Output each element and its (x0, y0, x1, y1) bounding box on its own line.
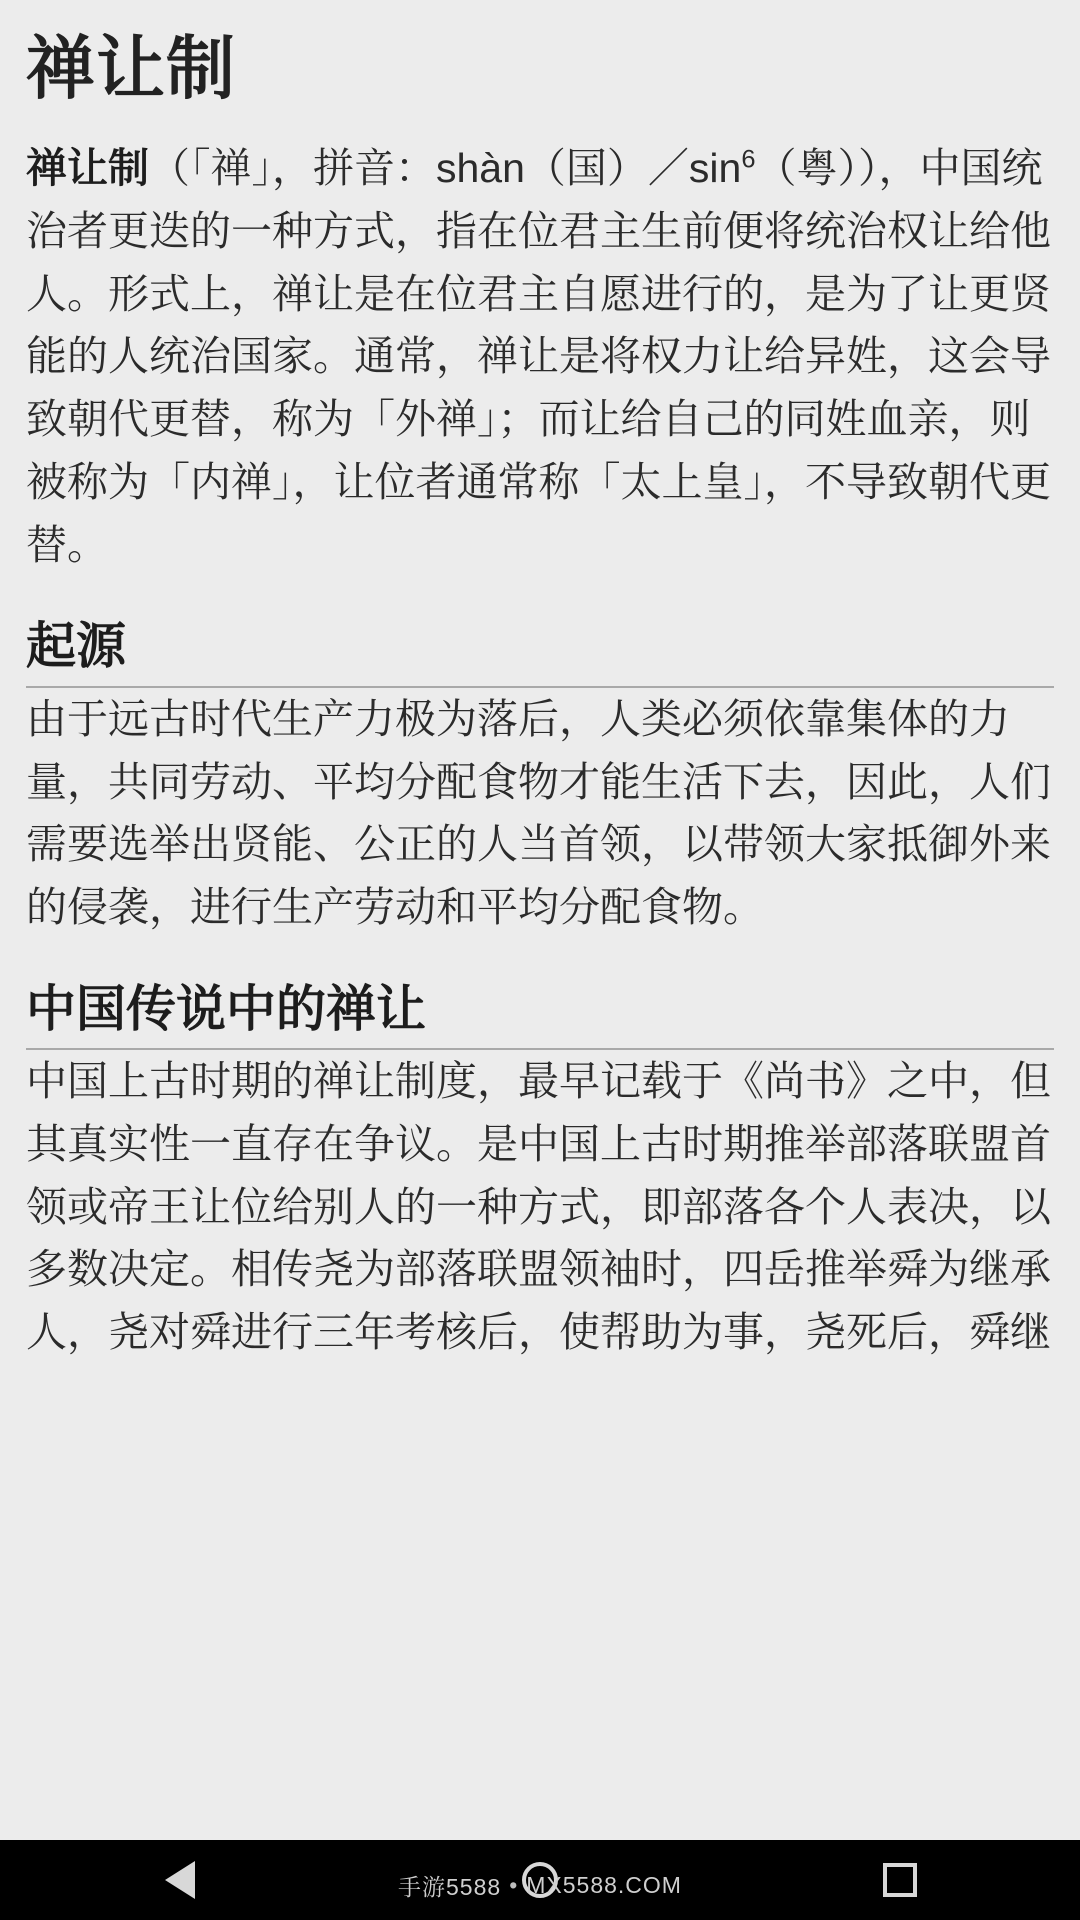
section-heading-origin: 起源 (26, 618, 1054, 688)
lead-superscript: 6 (741, 145, 756, 174)
watermark-name: 手游5588 (398, 1874, 502, 1900)
lead-description: （粤）），中国统治者更迭的一种方式，指在位君主生前便将统治权让给他人。形式上，禅让是在位君主自愿进行的，是为了让更贤能的人统治国家。通常，禅让是将权力让给异姓，这会导致朝代更替，称为「外禅」；而让给自己的同姓血亲，则被称为「内禅」，让位者通常称「太上皇」，不导致朝代更替。 (26, 145, 1051, 568)
watermark-separator: • (509, 1872, 519, 1898)
section-body-origin: 由于远古时代生产力极为落后，人类必须依靠集体的力量，共同劳动、平均分配食物才能生活下去，因此，人们需要选举出贤能、公正的人当首领，以带领大家抵御外来的侵袭，进行生产劳动和平均分配食物。 (26, 695, 1051, 930)
article-lead-paragraph (26, 137, 1054, 576)
lead-term: 禅让制 (26, 145, 149, 192)
page-title: 禅让制 (26, 30, 236, 107)
watermark-site: MX5588.COM (526, 1872, 682, 1898)
section-heading-legend: 中国传说中的禅让 (26, 981, 1054, 1051)
lead-pronunciation: （「禅」，拼音：shàn（国）／sin (149, 145, 742, 192)
section-body-legend: 中国上古时期的禅让制度，最早记载于《尚书》之中，但其真实性一直存在争议。是中国上古时期推举部落联盟首领或帝王让位给别人的一种方式，即部落各个人表决，以多数决定。相传尧为部落联盟领袖时，四岳推举舜为继承人，尧对舜进行三年考核后，使帮助为事，尧死后，舜继 (26, 1058, 1051, 1356)
watermark (0, 1869, 1080, 1902)
